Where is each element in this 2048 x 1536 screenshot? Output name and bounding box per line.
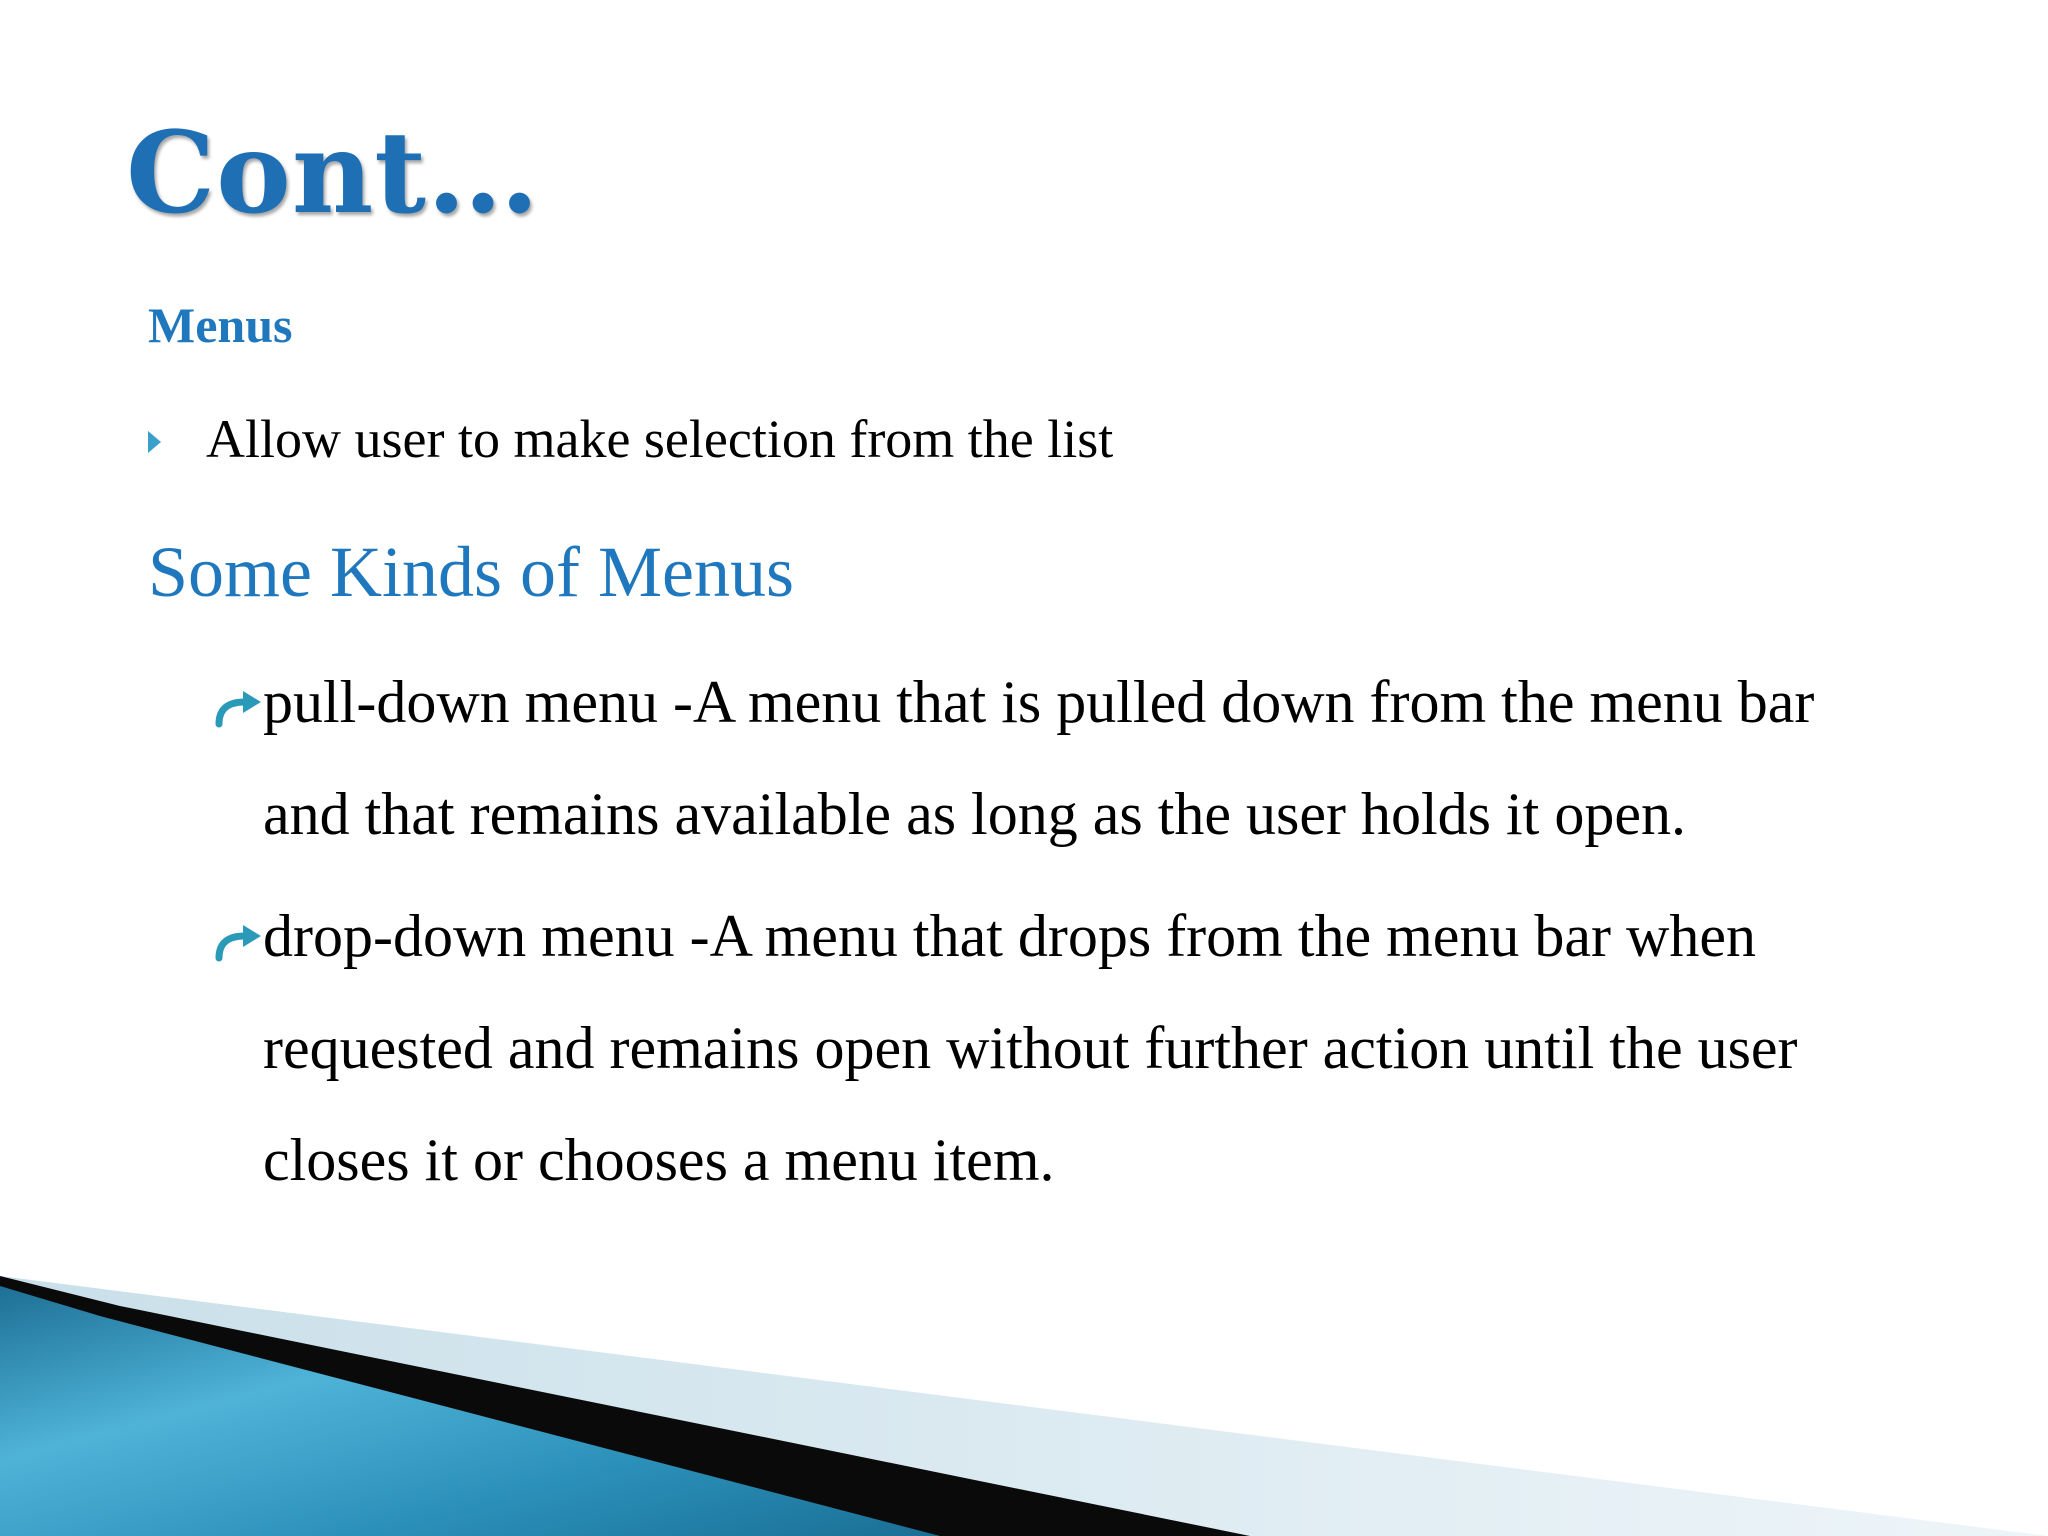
triangle-right-icon	[148, 431, 161, 453]
item-line: closes it or chooses a menu item.	[263, 1127, 1055, 1193]
item-line	[213, 903, 1973, 1018]
curved-arrow-right-icon	[213, 920, 263, 964]
item-line: requested and remains open without further action until the user	[263, 1015, 1798, 1081]
item-text: pull-down menu -A menu that is pulled down from the menu bar	[263, 669, 1815, 735]
curved-arrow-right-icon	[213, 686, 263, 730]
item-line: and that remains available as long as the user holds it open.	[263, 781, 1686, 847]
subheading: Some Kinds of Menus	[148, 532, 794, 612]
item-text: drop-down menu -A menu that drops from the menu bar when	[263, 903, 1756, 969]
slide-title: Cont…	[126, 108, 541, 239]
corner-decoration	[0, 1276, 2048, 1536]
menu-kind-item	[213, 669, 1973, 896]
bullet-item	[148, 409, 1114, 469]
section-heading: Menus	[148, 297, 293, 353]
bullet-text: Allow user to make selection from the list	[206, 409, 1114, 469]
menu-kind-item	[213, 903, 1973, 1242]
item-line	[213, 669, 1973, 784]
